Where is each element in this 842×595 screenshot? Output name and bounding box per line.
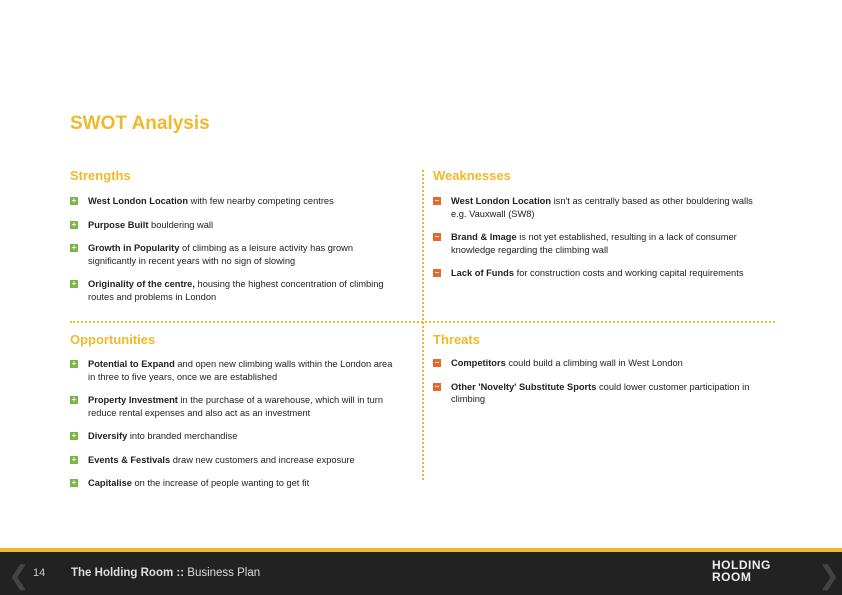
opportunities-heading: Opportunities [70, 332, 156, 347]
item-text: on the increase of people wanting to get fit [131, 478, 310, 488]
item-bold: Competitors [451, 358, 506, 368]
weaknesses-item [433, 267, 763, 280]
item-bold: Growth in Popularity [88, 243, 180, 253]
item-bold: Brand & Image [451, 232, 517, 242]
item-bold: Other 'Novelty' Substitute Sports [451, 381, 597, 392]
item-bold: West London Location [88, 196, 189, 206]
plus-icon: + [71, 395, 77, 404]
strengths-heading: Strengths [70, 168, 131, 183]
strengths-item [70, 219, 400, 232]
weaknesses-list [433, 195, 763, 291]
item-bold: Property Investment [88, 395, 178, 405]
threats-heading: Threats [433, 332, 480, 347]
threats-list [433, 357, 763, 417]
opportunities-item [70, 394, 400, 419]
plus-icon: + [71, 431, 77, 440]
item-bold: Diversify [88, 431, 128, 441]
strengths-item [70, 242, 400, 267]
strengths-list [70, 195, 400, 314]
plus-icon: + [71, 279, 77, 288]
item-bold: Events & Festivals [88, 454, 171, 465]
minus-icon: – [434, 232, 440, 241]
item-text: bouldering wall [148, 219, 214, 230]
threats-item [433, 357, 763, 370]
item-bold: West London Location [451, 196, 552, 206]
minus-icon: – [434, 381, 440, 391]
weaknesses-item [433, 231, 763, 256]
plus-icon: + [71, 478, 77, 487]
opportunities-item [70, 477, 400, 490]
opportunities-item [70, 454, 400, 467]
weaknesses-item [433, 195, 763, 220]
opportunities-item [70, 430, 400, 443]
item-bold: Originality of the centre, [88, 279, 195, 289]
item-text: isn't as centrally based as other bouldering walls e.g. Vauxwall (SW8) [451, 196, 753, 219]
minus-icon: – [434, 358, 440, 367]
weaknesses-heading: Weaknesses [433, 168, 511, 183]
plus-icon: + [71, 196, 77, 205]
logo-line-2: ROOM [712, 570, 752, 584]
item-text: of climbing as a leisure activity has grown significantly in recent years with no sign of slowing [88, 243, 354, 266]
strengths-item [70, 195, 400, 208]
item-text: draw new customers and increase exposure [170, 454, 355, 465]
minus-icon: – [434, 268, 440, 277]
item-bold: Potential to Expand [88, 359, 175, 369]
plus-icon: + [71, 243, 77, 252]
threats-item [433, 381, 763, 406]
item-text: in the purchase of a warehouse, which will in turn reduce rental expenses and also act as an investment [88, 395, 384, 418]
opportunities-list [70, 358, 400, 501]
plus-icon: + [71, 219, 77, 229]
item-text: and open new climbing walls within the London area in three to five years, once we are established [88, 359, 393, 382]
strengths-item [70, 278, 400, 303]
item-bold: Lack of Funds [451, 268, 515, 278]
plus-icon: + [71, 359, 77, 368]
item-bold: Capitalise [88, 478, 132, 488]
item-text: could lower customer participation in climbing [451, 381, 750, 404]
item-text: with few nearby competing centres [188, 196, 334, 206]
item-text: could build a climbing wall in West London [505, 358, 683, 368]
next-page-icon[interactable]: ❯ [818, 560, 840, 590]
footer-doc: Business Plan [184, 567, 261, 579]
plus-icon: + [71, 454, 77, 464]
item-text: for construction costs and working capital requirements [514, 268, 744, 278]
opportunities-item [70, 358, 400, 383]
page-number: 14 [33, 567, 46, 579]
logo-line-1: HOLDING [712, 558, 771, 572]
item-text: is not yet established, resulting in a lack of consumer knowledge regarding the climbing wall [451, 232, 737, 255]
prev-page-icon[interactable]: ❮ [8, 560, 30, 590]
footer-title [71, 567, 260, 579]
item-bold: Purpose Built [88, 219, 149, 230]
footer-brand: The Holding Room :: [71, 567, 185, 579]
holding-room-logo [712, 559, 771, 583]
item-text: into branded merchandise [127, 431, 238, 441]
item-text: housing the highest concentration of climbing routes and problems in London [88, 279, 384, 302]
page-title: SWOT Analysis [70, 113, 210, 134]
minus-icon: – [434, 196, 440, 205]
vertical-divider [422, 170, 424, 480]
